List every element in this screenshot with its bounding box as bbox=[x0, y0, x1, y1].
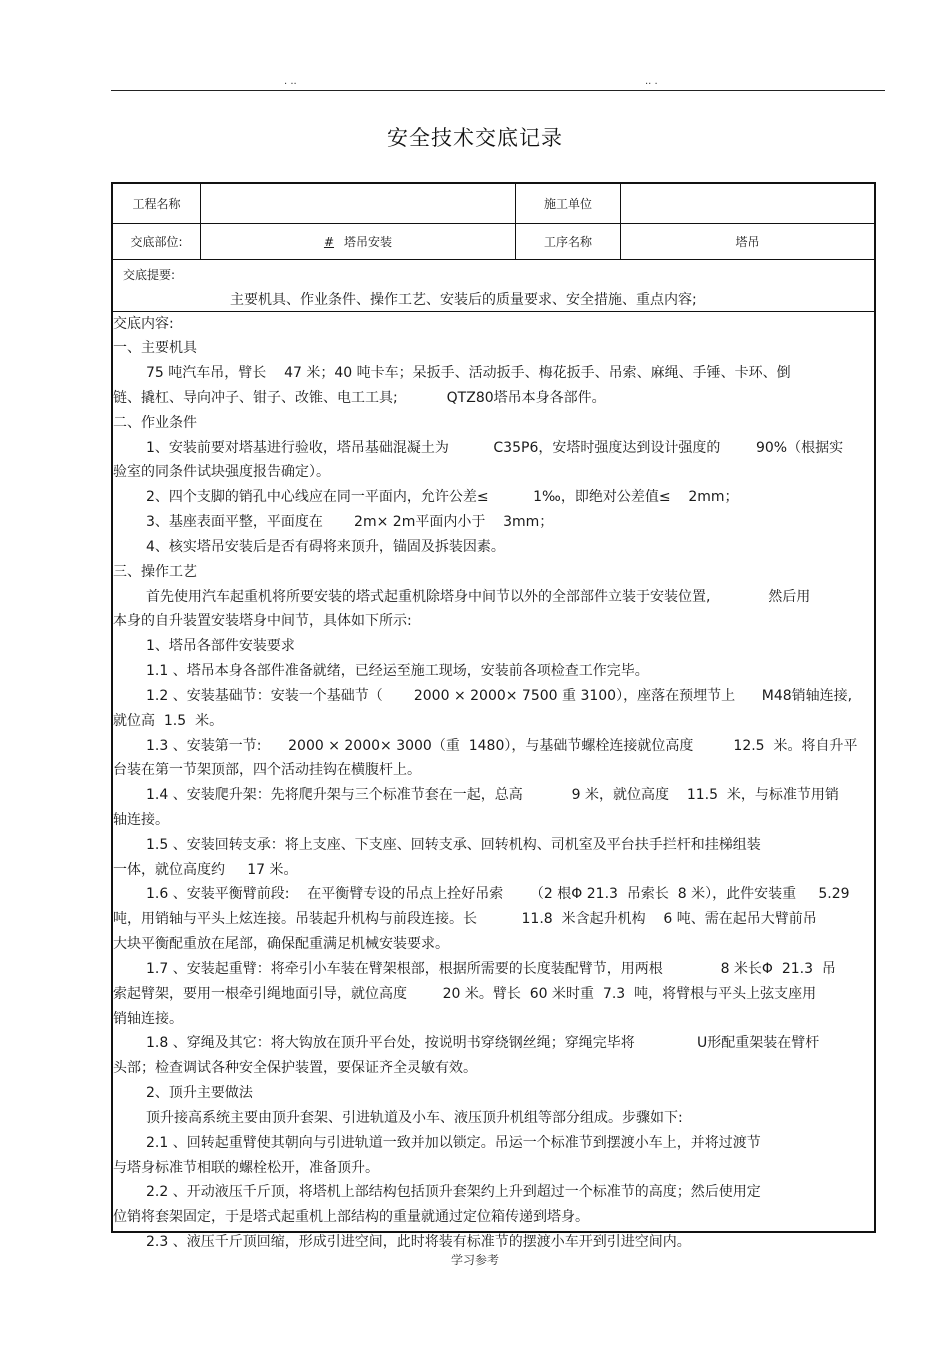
content-line: 验室的同条件试块强度报告确定）。 bbox=[113, 464, 330, 480]
content-line: 位销将套架固定，于是塔式起重机上部结构的重量就通过定位箱传递到塔身。 bbox=[113, 1209, 589, 1225]
content-line: 首先使用汽车起重机将所要安装的塔式起重机除塔身中间节以外的全部部件立装于安装位置, 然后用 bbox=[146, 589, 811, 605]
content-line: 1.8 、穿绳及其它：将大钩放在顶升平台处，按说明书穿绕钢丝绳；穿绳完毕将 U形配重架装在臂杆 bbox=[146, 1035, 820, 1051]
construction-unit-field[interactable] bbox=[621, 184, 874, 223]
content-line: 1.1 、塔吊本身各部件准备就绪，已经运至施工现场，安装前各项检查工作完毕。 bbox=[146, 663, 649, 679]
content-line: 二、作业条件 bbox=[113, 415, 197, 431]
content-line: 一、主要机具 bbox=[113, 340, 197, 356]
project-name-field[interactable] bbox=[201, 184, 515, 223]
content-line: 本身的自升装置安装塔身中间节，具体如下所示: bbox=[113, 613, 412, 629]
location-value: 塔吊安装 bbox=[344, 235, 393, 249]
content-line: 3、基座表面平整，平面度在 2m× 2m平面内小于 3mm； bbox=[146, 514, 554, 530]
summary-text: 主要机具、作业条件、操作工艺、安装后的质量要求、安全措施、重点内容; bbox=[230, 292, 697, 308]
content-line: 链、撬杠、导向冲子、钳子、改锥、电工工具; QTZ80塔吊本身各部件。 bbox=[113, 390, 606, 406]
project-name-label: 工程名称 bbox=[132, 197, 181, 211]
content-line: 1.6 、安装平衡臂前段: 在平衡臂专设的吊点上拴好吊索 （2 根Φ 21.3 吊索长 8 米），此件安装重 5.29 bbox=[146, 886, 850, 902]
page-title: 安全技术交底记录 bbox=[387, 126, 563, 150]
content-line: 顶升接高系统主要由顶升套架、引进轨道及小车、液压顶升机组等部分组成。步骤如下: bbox=[146, 1110, 683, 1126]
content-line: 交底内容: bbox=[113, 316, 174, 332]
content-line: 台装在第一节架顶部，四个活动挂钩在横腹杆上。 bbox=[113, 762, 421, 778]
header-marks-right: .. . bbox=[645, 76, 658, 87]
content-line: 与塔身标准节相联的螺栓松开，准备顶升。 bbox=[113, 1160, 379, 1176]
location-label: 交底部位: bbox=[130, 235, 183, 249]
content-line: 索起臂架，要用一根牵引绳地面引导，就位高度 20 米。臂长 60 米时重 7.3 吨，将臂根与平头上弦支座用 bbox=[113, 986, 817, 1002]
row-project bbox=[113, 184, 874, 224]
content-line: 75 吨汽车吊，臂长 47 米；40 吨卡车；呆扳手、活动扳手、梅花扳手、吊索、麻绳、手锤、卡环、倒 bbox=[146, 365, 791, 381]
content-line: 头部；检查调试各种安全保护装置，要保证齐全灵敏有效。 bbox=[113, 1060, 477, 1076]
content-line: 2.1 、回转起重臂使其朝向与引进轨道一致并加以锁定。吊运一个标准节到摆渡小车上，并将过渡节 bbox=[146, 1135, 761, 1151]
disclosure-form bbox=[111, 182, 876, 1250]
process-label: 工序名称 bbox=[543, 235, 592, 249]
content-line: 三、操作工艺 bbox=[113, 564, 197, 580]
content-line: 轴连接。 bbox=[113, 812, 169, 828]
construction-unit-label: 施工单位 bbox=[543, 197, 592, 211]
content-line: 吨，用销轴与平头上炫连接。吊装起升机构与前段连接。长 11.8 米含起升机构 6 吨、需在起吊大臂前吊 bbox=[113, 911, 817, 927]
content-line: 2、顶升主要做法 bbox=[146, 1085, 253, 1101]
content-line: 2.3 、液压千斤顶回缩，形成引进空间，此时将装有标准节的摆渡小车开到引进空间内。 bbox=[146, 1234, 691, 1250]
content-line: 4、核实塔吊安装后是否有碍将来顶升，锚固及拆装因素。 bbox=[146, 539, 505, 555]
content-line: 1、安装前要对塔基进行验收，塔吊基础混凝土为 C35P6，安塔时强度达到设计强度的 90%（根据实 bbox=[146, 440, 844, 456]
page-footer: 学习参考 bbox=[450, 1253, 499, 1267]
content-line: 销轴连接。 bbox=[113, 1011, 183, 1027]
content-line: 1.5 、安装回转支承：将上支座、下支座、回转支承、回转机构、司机室及平台扶手拦杆和挂梯组装 bbox=[146, 837, 761, 853]
row-summary bbox=[113, 260, 874, 312]
content-line: 2、四个支脚的销孔中心线应在同一平面内，允许公差≤ 1‰，即绝对公差值≤ 2mm； bbox=[146, 489, 739, 505]
header-rule bbox=[111, 90, 885, 91]
location-field[interactable] bbox=[201, 224, 515, 259]
header-marks-left: . .. bbox=[284, 76, 297, 87]
content-line: 1.7 、安装起重臂：将牵引小车装在臂架根部，根据所需要的长度装配臂节，用两根 8 米长Φ 21.3 吊 bbox=[146, 961, 836, 977]
summary-label: 交底提要: bbox=[123, 268, 176, 282]
content-line: 一体，就位高度约 17 米。 bbox=[113, 862, 298, 878]
content-line: 就位高 1.5 米。 bbox=[113, 713, 224, 729]
content-line: 1.2 、安装基础节：安装一个基础节（ 2000 × 2000× 7500 重 3100），座落在预埋节上 M48销轴连接, bbox=[146, 688, 853, 704]
content-line: 1.3 、安装第一节: 2000 × 2000× 3000（重 1480），与基础节螺栓连接就位高度 12.5 米。将自升平 bbox=[146, 738, 858, 754]
content-line: 2.2 、开动液压千斤顶，将塔机上部结构包括顶升套架约上升到超过一个标准节的高度；然后使用定 bbox=[146, 1184, 761, 1200]
content-line: 1、塔吊各部件安装要求 bbox=[146, 638, 295, 654]
content-line: 大块平衡配重放在尾部，确保配重满足机械安装要求。 bbox=[113, 936, 449, 952]
content-line: 1.4 、安装爬升架：先将爬升架与三个标准节套在一起，总高 9 米，就位高度 11.5 米，与标准节用销 bbox=[146, 787, 839, 803]
location-number: # bbox=[323, 234, 335, 249]
process-value[interactable]: 塔吊 bbox=[735, 235, 760, 249]
row-location bbox=[113, 224, 874, 260]
